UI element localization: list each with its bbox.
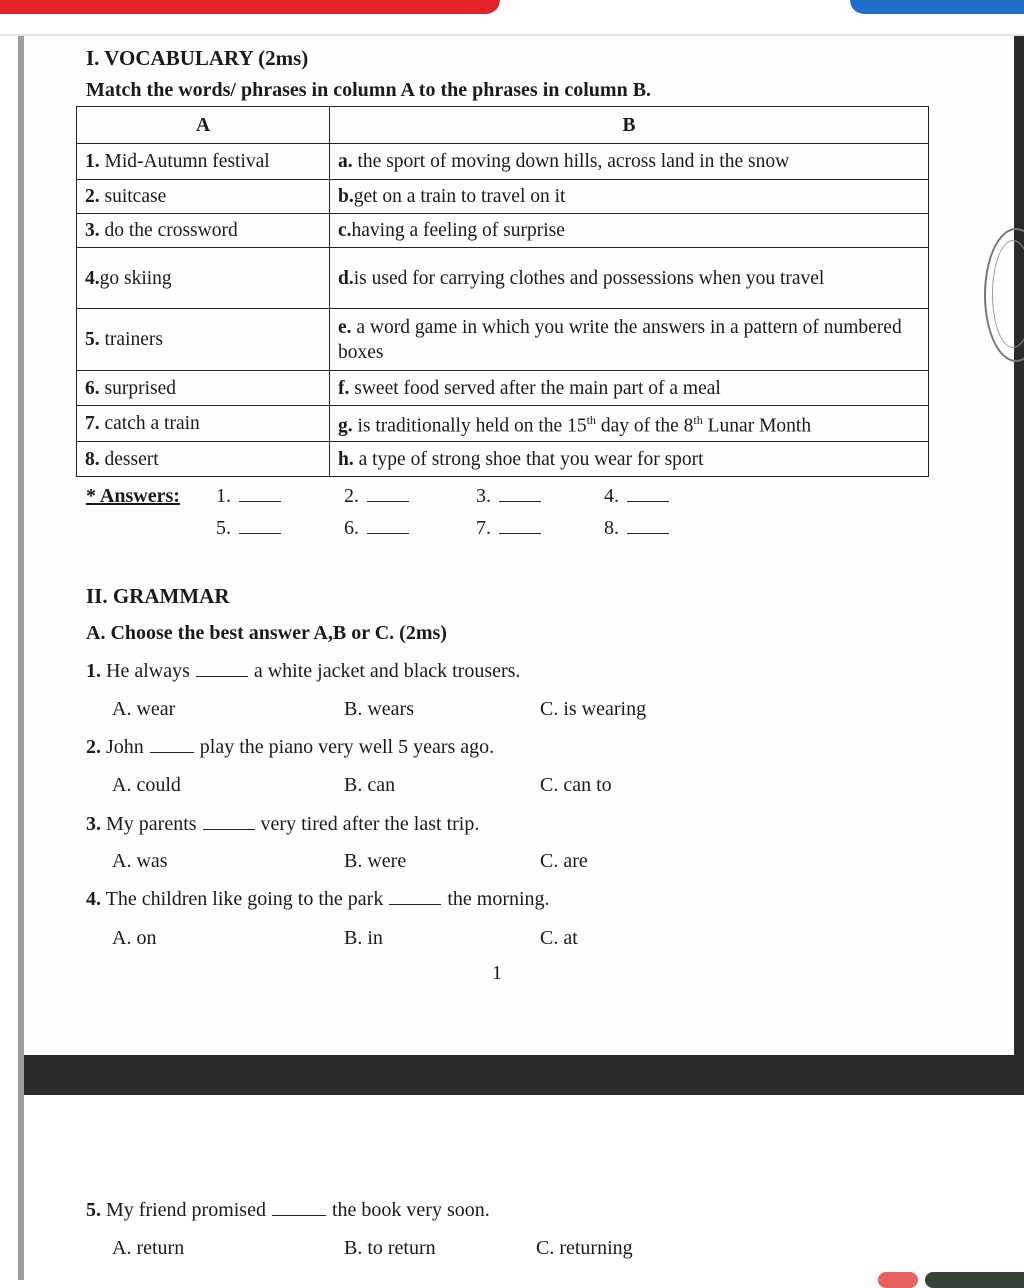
column-a-cell: 1. Mid-Autumn festival [77,144,330,180]
question-blank[interactable] [150,738,194,753]
option-c[interactable]: C. are [540,850,588,872]
option-c[interactable]: C. at [540,927,578,949]
column-a-cell: 4.go skiing [77,248,330,309]
option-a[interactable]: A. wear [112,698,176,720]
answer-slot[interactable]: 4. [604,485,669,508]
column-b-cell: f. sweet food served after the main part of a meal [330,371,929,406]
table-row [77,442,929,477]
option-c[interactable]: C. can to [540,774,612,796]
column-b-cell: c.having a feeling of surprise [330,214,929,248]
answer-slot[interactable]: 6. [344,517,409,540]
option-a[interactable]: A. was [112,850,168,872]
option-b[interactable]: B. wears [344,698,414,720]
question-3: 3. My parents very tired after the last trip. [86,813,480,835]
matching-table [76,106,929,477]
table-header-row [77,107,929,144]
answer-slot[interactable]: 3. [476,485,541,508]
table-row [77,309,929,371]
grammar-subtitle: A. Choose the best answer A,B or C. (2ms) [86,622,447,644]
option-a[interactable]: A. return [112,1237,185,1259]
column-a-cell: 5. trainers [77,309,330,371]
column-b-cell: a. the sport of moving down hills, across land in the snow [330,144,929,180]
section-grammar-title: II. GRAMMAR [86,584,230,608]
question-blank[interactable] [196,662,248,677]
column-a-cell: 8. dessert [77,442,330,477]
table-row [77,248,929,309]
table-row [77,180,929,214]
right-page-edge [1014,36,1024,1056]
table-row [77,371,929,406]
option-b[interactable]: B. were [344,850,407,872]
table-row [77,144,929,180]
column-a-header: A [77,107,330,144]
column-b-header: B [330,107,929,144]
column-a-cell: 6. surprised [77,371,330,406]
section-vocabulary-title: I. VOCABULARY (2ms) [86,46,309,70]
column-a-cell: 2. suitcase [77,180,330,214]
question-blank[interactable] [389,890,441,905]
bottom-dark-shape [925,1272,1024,1288]
question-1: 1. He always a white jacket and black trousers. [86,660,521,682]
column-b-cell: h. a type of strong shoe that you wear for sport [330,442,929,477]
page-divider [24,1055,1024,1095]
page-number: 1 [492,962,502,984]
answer-slot[interactable]: 8. [604,517,669,540]
vocabulary-instruction: Match the words/ phrases in column A to the phrases in column B. [86,79,652,101]
column-b-cell: e. a word game in which you write the answers in a pattern of numbered boxes [330,309,929,371]
column-b-cell: b.get on a train to travel on it [330,180,929,214]
answer-slot[interactable]: 2. [344,485,409,508]
option-a[interactable]: A. could [112,774,181,796]
column-b-cell: g. is traditionally held on the 15th day of the 8th Lunar Month [330,406,929,442]
answers-label: * Answers: [86,485,180,507]
bottom-red-shape [878,1272,918,1288]
column-b-cell: d.is used for carrying clothes and possessions when you travel [330,248,929,309]
option-b[interactable]: B. can [344,774,396,796]
top-blue-bar [850,0,1024,14]
option-c[interactable]: C. is wearing [540,698,647,720]
question-blank[interactable] [203,815,255,830]
answer-slot[interactable]: 7. [476,517,541,540]
option-b[interactable]: B. in [344,927,383,949]
answer-slot[interactable]: 1. [216,485,281,508]
table-row [77,214,929,248]
option-c[interactable]: C. returning [536,1237,633,1259]
question-4: 4. The children like going to the park the morning. [86,888,550,910]
table-row [77,406,929,442]
question-5: 5. My friend promised the book very soon. [86,1199,490,1221]
answer-slot[interactable]: 5. [216,517,281,540]
top-red-bar [0,0,500,14]
option-b[interactable]: B. to return [344,1237,436,1259]
option-a[interactable]: A. on [112,927,157,949]
question-blank[interactable] [272,1201,326,1216]
column-a-cell: 7. catch a train [77,406,330,442]
column-a-cell: 3. do the crossword [77,214,330,248]
question-2: 2. John play the piano very well 5 years ago. [86,736,495,758]
